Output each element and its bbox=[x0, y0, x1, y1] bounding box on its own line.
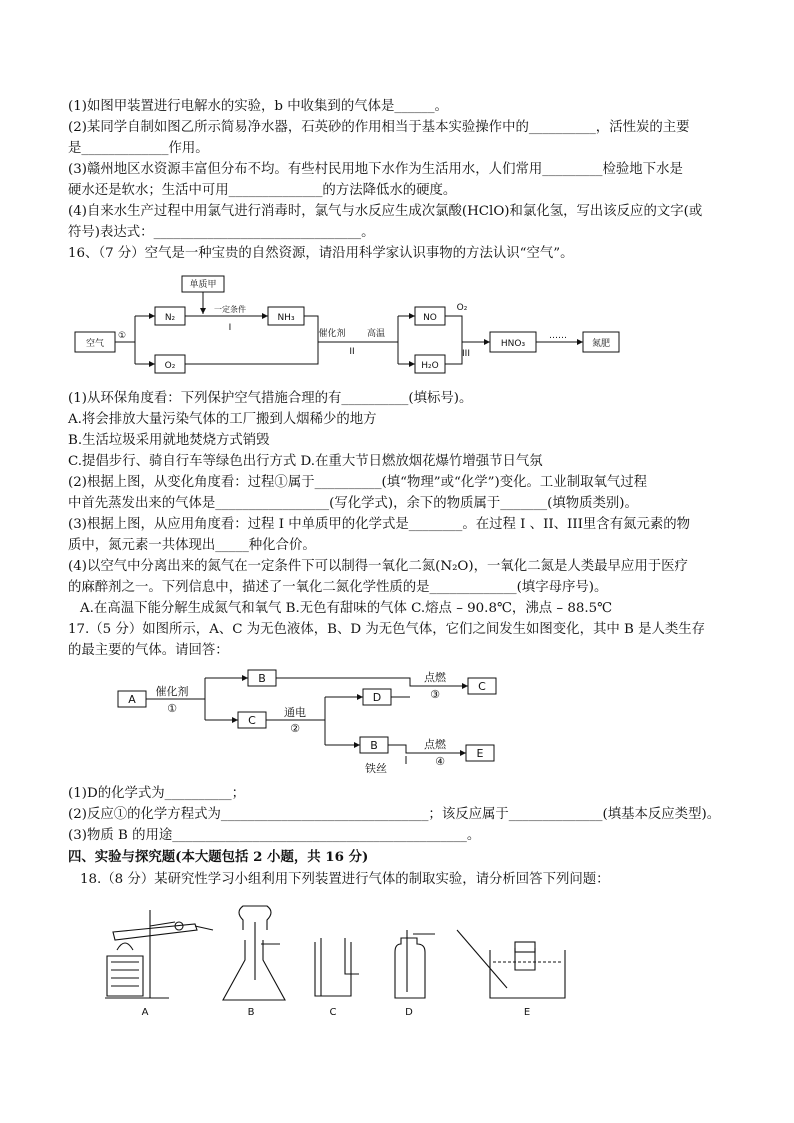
condition-label: 一定条件 bbox=[214, 305, 246, 314]
c-box-label: C bbox=[248, 714, 256, 727]
b-box-2-label: B bbox=[370, 739, 378, 752]
ellipsis-label: …… bbox=[549, 331, 567, 341]
q17-reaction-diagram bbox=[110, 664, 510, 776]
apparatus-a-label: A bbox=[141, 1007, 149, 1018]
q15-line-6: (4)自来水生产过程中用氯气进行消毒时，氯气与水反应生成次氯酸(HClO)和氯化氢，写出该反应的文字(或 bbox=[68, 204, 703, 219]
process-3-label: III bbox=[462, 349, 470, 359]
apparatus-c-icon bbox=[315, 938, 359, 996]
q15-line-3: 是_____________作用。 bbox=[68, 141, 209, 156]
ignite-2-label: 点燃 bbox=[424, 738, 446, 751]
process-2-label: II bbox=[349, 347, 355, 357]
apparatus-b-label: B bbox=[247, 1007, 255, 1018]
q15-line-5: 硬水还是软水；生活中可用______________的方法降低水的硬度。 bbox=[68, 183, 457, 198]
o2-reagent-label: O₂ bbox=[456, 303, 468, 313]
b-box-label: B bbox=[258, 672, 266, 685]
n2-box-label: N₂ bbox=[164, 313, 176, 323]
step-1-label: ① bbox=[117, 331, 127, 341]
step-3-label: ③ bbox=[430, 688, 440, 701]
apparatus-a-icon bbox=[105, 910, 213, 998]
q17-line-1: (1)D的化学式为__________； bbox=[68, 786, 246, 801]
ignite-1-label: 点燃 bbox=[424, 671, 446, 684]
q16-line-10: 的麻醉剂之一。下列信息中，描述了一氧化二氮化学性质的是_____________(填字母序号)。 bbox=[68, 580, 608, 595]
q17-title-2: 的最主要的气体。请回答： bbox=[68, 643, 229, 658]
q18-apparatus-figure bbox=[95, 900, 585, 1022]
q16-line-9: (4)以空气中分离出来的氮气在一定条件下可以制得一氧化二氮(N₂O)，一氧化二氮是人类最早应用于医疗 bbox=[68, 559, 688, 574]
nh3-box-label: NH₃ bbox=[277, 313, 295, 323]
step-2-label: ② bbox=[290, 722, 300, 735]
q15-line-4: (3)赣州地区水资源丰富但分布不均。有些村民用地下水作为生活用水，人们常用_________检验地下水是 bbox=[68, 162, 683, 177]
apparatus-e-label: E bbox=[523, 1007, 531, 1018]
q16-line-1: (1)从环保角度看：下列保护空气措施合理的有__________(填标号)。 bbox=[68, 391, 473, 406]
d-box-label: D bbox=[372, 691, 382, 704]
h2o-box-label: H₂O bbox=[421, 361, 439, 371]
high-temp-label: 高温 bbox=[366, 329, 386, 339]
apparatus-d-label: D bbox=[405, 1007, 413, 1018]
air-box-label: 空气 bbox=[85, 339, 105, 349]
a-box-label: A bbox=[128, 693, 136, 706]
catalyst-label: 催化剂 bbox=[155, 685, 189, 698]
q16-line-5: (2)根据上图，从变化角度看：过程①属于__________(填“物理”或“化学”)变化。工业制取氧气过程 bbox=[68, 475, 648, 490]
iron-wire-label: 铁丝 bbox=[365, 762, 387, 775]
q16-line-6: 中首先蒸发出来的气体是_________________(写化学式)，余下的物质属于_______(填物质类别)。 bbox=[68, 496, 638, 511]
c-product-label: C bbox=[478, 680, 486, 693]
step-1-label: ① bbox=[167, 702, 177, 715]
q18-title: 18.（8 分）某研究性学习小组利用下列装置进行气体的制取实验，请分析回答下列问题： bbox=[80, 872, 610, 887]
q16-line-7: (3)根据上图，从应用角度看：过程 I 中单质甲的化学式是________。在过程 I 、II、III里含有氮元素的物 bbox=[68, 517, 691, 532]
process-1-label: I bbox=[228, 323, 232, 333]
q17-line-2: (2)反应①的化学方程式为_______________________________；该反应属于______________(填基本反应类型)。 bbox=[68, 807, 721, 822]
q16-option-b: B.生活垃圾采用就地焚烧方式销毁 bbox=[68, 433, 270, 448]
apparatus-c-label: C bbox=[329, 1007, 337, 1018]
single-a-label: 单质甲 bbox=[189, 280, 217, 290]
q16-title: 16、（7 分）空气是一种宝贵的自然资源，请沿用科学家认识事物的方法认识“空气”。 bbox=[68, 246, 574, 261]
q15-line-2: (2)某同学自制如图乙所示简易净水器，石英砂的作用相当于基本实验操作中的__________，活性炭的主要 bbox=[68, 120, 690, 135]
o2-box-label: O₂ bbox=[164, 361, 176, 371]
q17-line-3: (3)物质 B 的用途____________________________________________。 bbox=[68, 828, 481, 843]
hno3-box-label: HNO₃ bbox=[500, 339, 526, 349]
q16-option-a: A.将会排放大量污染气体的工厂搬到人烟稀少的地方 bbox=[68, 412, 377, 427]
q15-line-7: 符号)表达式：_______________________________。 bbox=[68, 225, 375, 240]
q17-title-1: 17.（5 分）如图所示，A、C 为无色液体，B、D 为无色气体，它们之间发生如图变化，其中 B 是人类生存 bbox=[68, 622, 706, 637]
no-box-label: NO bbox=[423, 313, 437, 323]
e-box-label: E bbox=[476, 747, 484, 760]
apparatus-b-icon bbox=[223, 906, 285, 1000]
q16-option-cd: C.提倡步行、骑自行车等绿色出行方式 D.在重大节日燃放烟花爆竹增强节日气氛 bbox=[68, 454, 543, 469]
q16-options: A.在高温下能分解生成氮气和氧气 B.无色有甜味的气体 C.熔点 – 90.8℃，沸点 – 88.5℃ bbox=[80, 601, 613, 616]
step-4-label: ④ bbox=[435, 755, 445, 768]
electrolysis-label: 通电 bbox=[284, 706, 306, 719]
fertilizer-box-label: 氮肥 bbox=[591, 339, 611, 349]
q16-line-8: 质中，氮元素一共体现出_____种化合价。 bbox=[68, 538, 316, 553]
q15-line-1: (1)如图甲装置进行电解水的实验，b 中收集到的气体是______。 bbox=[68, 99, 448, 114]
apparatus-d-icon bbox=[395, 930, 435, 998]
section-4-heading: 四、实验与探究题(本大题包括 2 小题，共 16 分) bbox=[68, 849, 369, 865]
catalyst-label: 催化剂 bbox=[318, 329, 346, 339]
q16-air-flow-diagram bbox=[70, 272, 630, 382]
apparatus-e-icon bbox=[457, 930, 565, 998]
